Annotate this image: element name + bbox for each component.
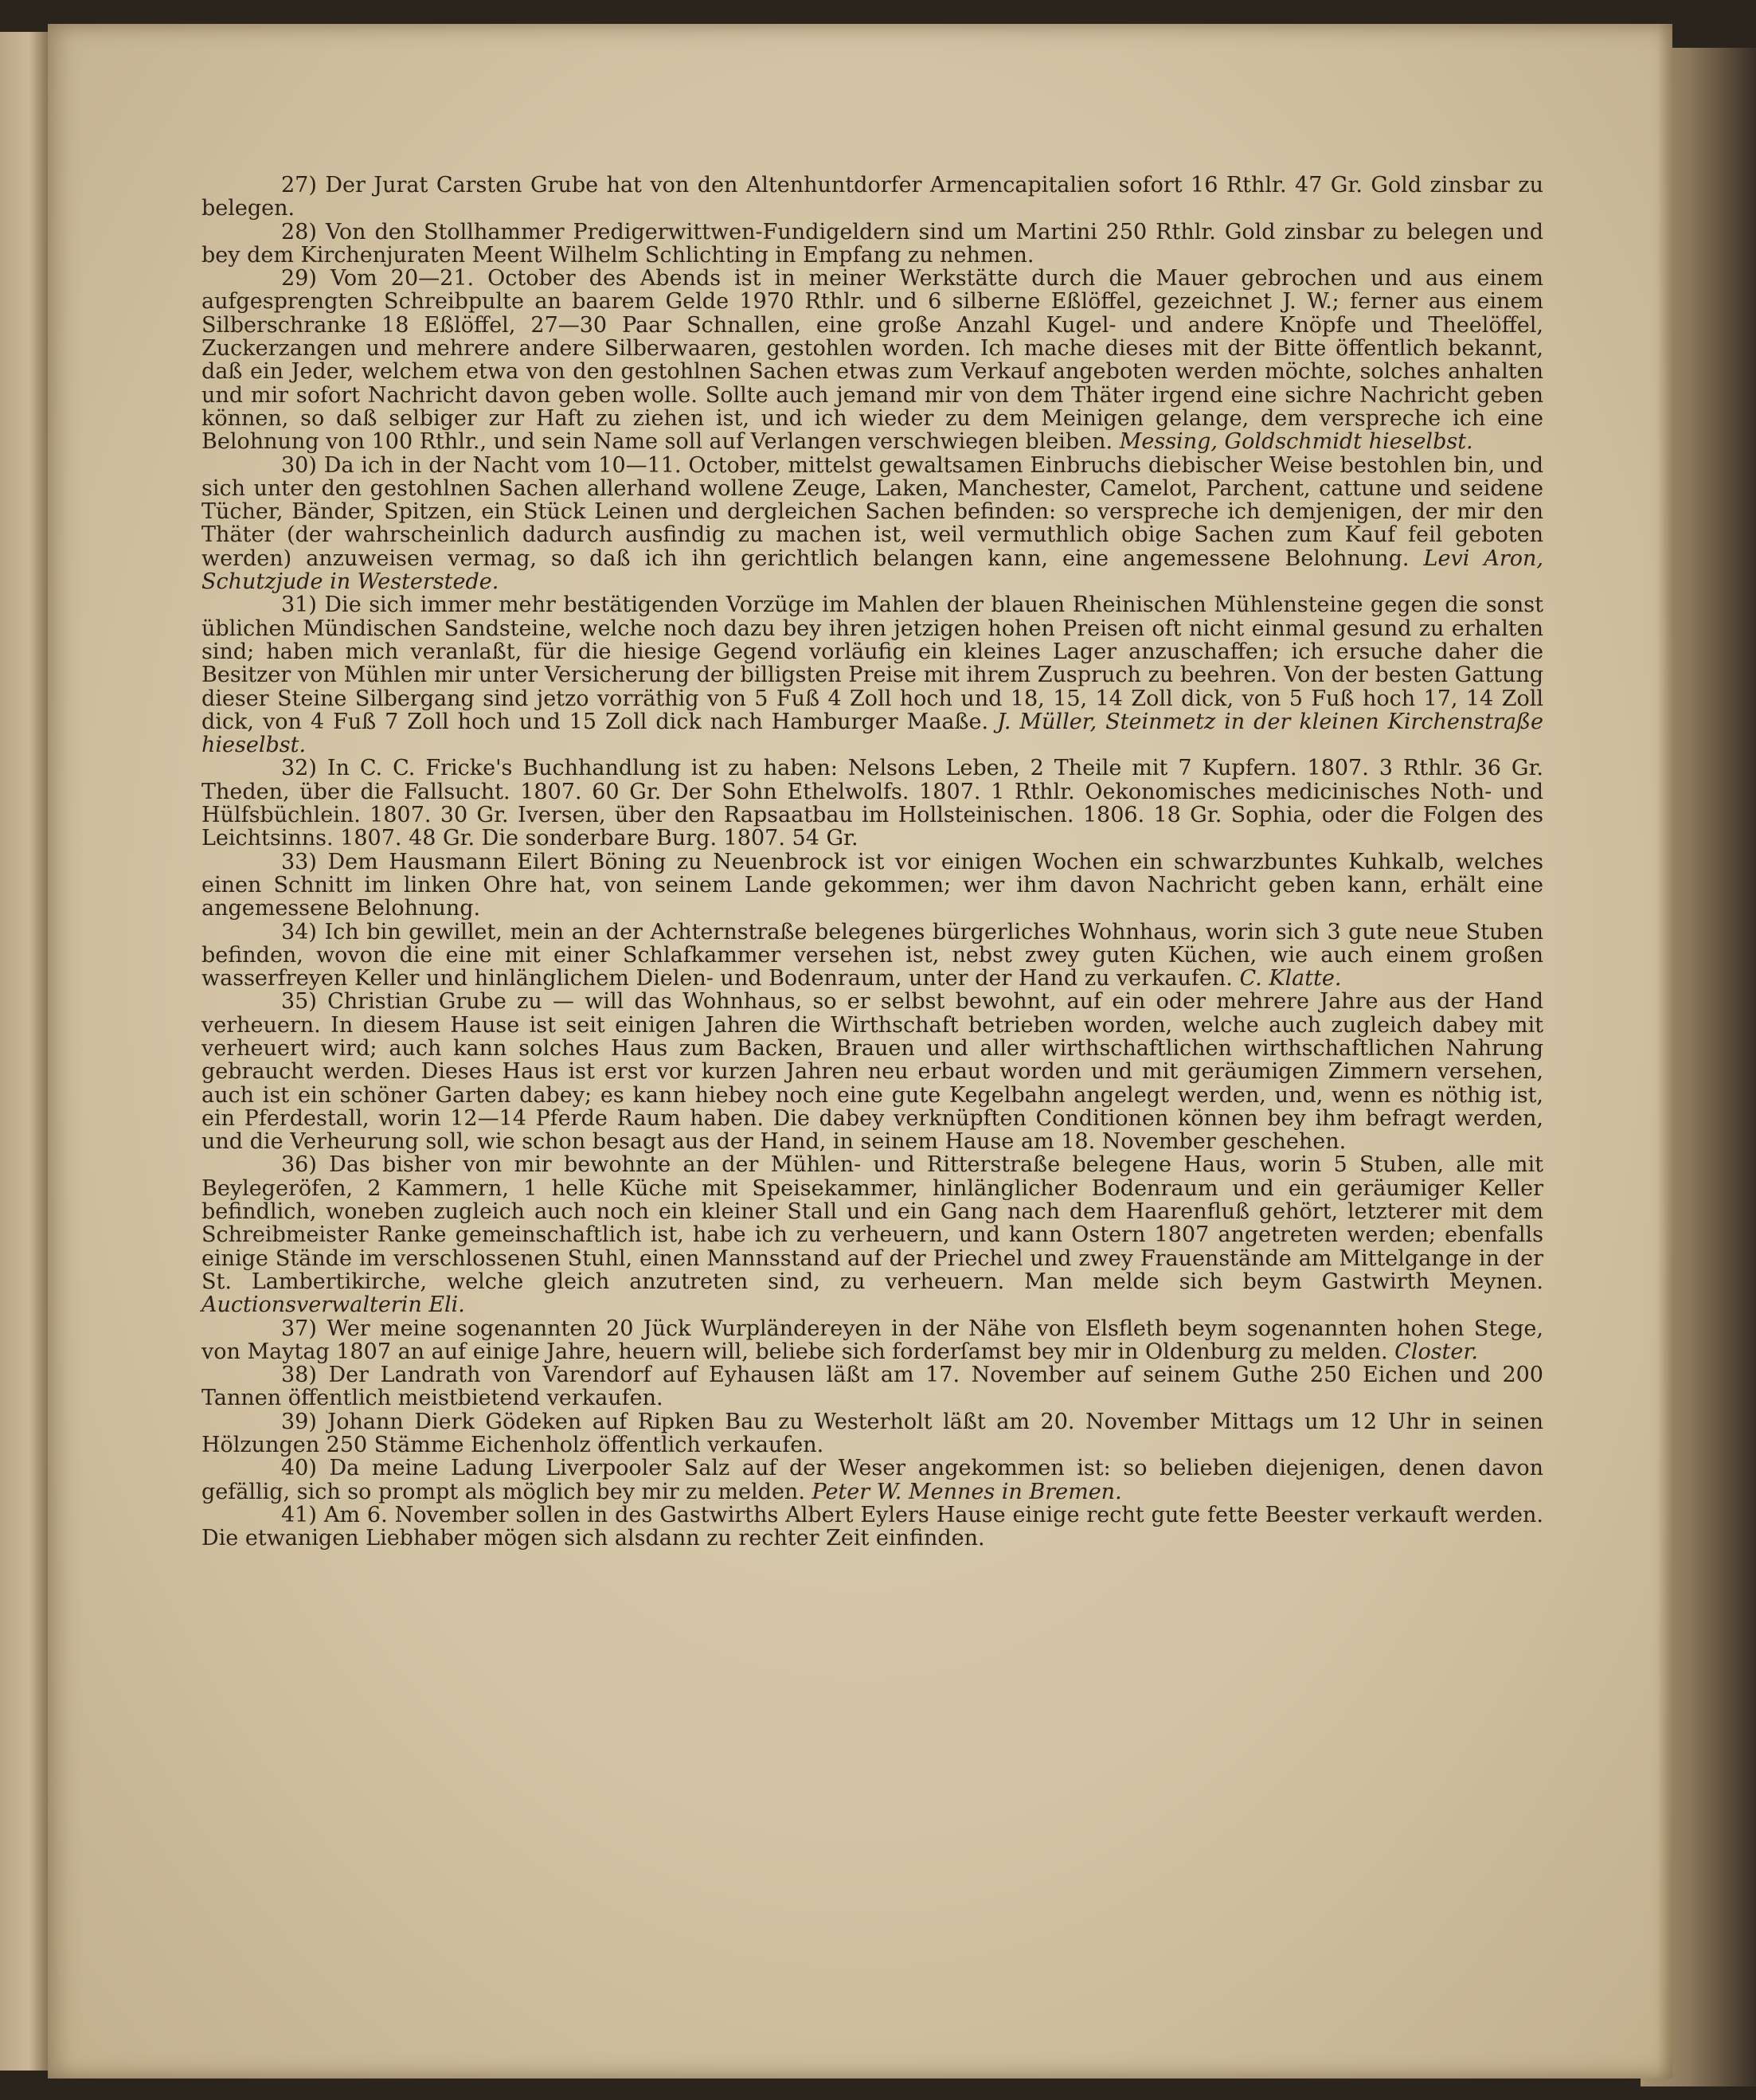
announcement-entry — [201, 267, 1543, 453]
announcement-text: 31) Die sich immer mehr bestätigenden Vorzüge im Mahlen der blauen Rheinischen Mühlensteine gegen die sonst üblichen Mündischen Sandsteine, welche noch dazu bey ihren jetzigen hohen Preisen oft nicht einmal gesund zu erhalten sind; haben mich veranlaßt, für die hiesige Gegend vorläufig ein kleines Lager anzuschaffen; ich ersuche daher die Besitzer von Mühlen mir unter Versicherung der billigsten Preise mit ihrem Zuspruch zu beehren. Von der besten Gattung dieser Steine Silbergang sind jetzo vorräthig von 5 Fuß 4 Zoll hoch und 18, 15, 14 Zoll dick, von 5 Fuß hoch 17, 14 Zoll dick, von 4 Fuß 7 Zoll hoch und 15 Zoll dick nach Hamburger Maaße. — [201, 592, 1543, 734]
announcement-signature: C. Klatte. — [1239, 966, 1342, 991]
announcement-entry — [201, 921, 1543, 991]
announcement-entry — [201, 1504, 1543, 1551]
announcement-text: 28) Von den Stollhammer Predigerwittwen-Fundigeldern sind um Martini 250 Rthlr. Gold zinsbar zu belegen und bey dem Kirchenjuraten Meent Wilhelm Schlichting in Empfang zu nehmen. — [201, 219, 1543, 268]
announcement-entry — [201, 593, 1543, 757]
announcement-text: 33) Dem Hausmann Eilert Böning zu Neuenbrock ist vor einigen Wochen ein schwarzbuntes Kuhkalb, welches einen Schnitt im linken Ohre hat, von seinem Lande gekommen; wer ihm davon Nachricht geben kann, erhält eine angemessene Belohnung. — [201, 849, 1543, 921]
announcement-signature: Closter. — [1394, 1339, 1478, 1364]
announcement-entry — [201, 221, 1543, 268]
announcement-entry — [201, 1317, 1543, 1364]
announcement-signature: Levi Aron, Schutzjude in Westerstede. — [201, 546, 1543, 595]
adjacent-page-edge — [0, 32, 48, 2071]
announcement-signature: Auctionsverwalterin Eli. — [201, 1292, 465, 1318]
announcement-entry — [201, 990, 1543, 1153]
announcement-text: 41) Am 6. November sollen in des Gastwirths Albert Eylers Hause einige recht gute fette Beester verkauft werden. Die etwanigen Liebhaber mögen sich alsdann zu rechter Zeit einfinden. — [201, 1502, 1543, 1551]
announcement-entry — [201, 1363, 1543, 1410]
announcement-text: 35) Christian Grube zu — will das Wohnhaus, so er selbst bewohnt, auf ein oder mehrere Jahre aus der Hand verheuern. In diesem Hause ist seit einigen Jahren die Wirthschaft betrieben worden, welche auch zugleich dabey mit verheuert wird; auch kann solches Haus zum Backen, Brauen und aller wirthschaftlichen wirthschaftlichen Nahrung gebraucht werden. Dieses Haus ist erst vor kurzen Jahren neu erbaut worden und mit geräumigen Zimmern versehen, auch ist ein schöner Garten dabey; es kann hiebey noch eine gute Kegelbahn angelegt werden, und, wenn es nöthig ist, ein Pferdestall, worin 12—14 Pferde Raum haben. Die dabey verknüpften Conditionen können bey ihm befragt werden, und die Verheurung soll, wie schon besagt aus der Hand, in seinem Hause am 18. November geschehen. — [201, 989, 1543, 1155]
announcement-signature: Peter W. Mennes in Bremen. — [812, 1479, 1122, 1504]
announcement-text: 40) Da meine Ladung Liverpooler Salz auf der Weser angekommen ist: so belieben diejenigen, denen davon gefällig, sich so prompt als möglich bey mir zu melden. — [201, 1456, 1543, 1504]
announcement-entry — [201, 1410, 1543, 1457]
announcement-text: 32) In C. C. Fricke's Buchhandlung ist zu haben: Nelsons Leben, 2 Theile mit 7 Kupfern. 1807. 3 Rthlr. 36 Gr. Theden, über die Fallsucht. 1807. 60 Gr. Der Sohn Ethelwolfs. 1807. 1 Rthlr. Oekonomisches medicinisches Noth- und Hülfsbüchlein. 1807. 30 Gr. Iversen, über den Rapsaatbau im Hollsteinischen. 1806. 18 Gr. Sophia, oder die Folgen des Leichtsinns. 1807. 48 Gr. Die sonderbare Burg. 1807. 54 Gr. — [201, 756, 1543, 851]
announcement-text: 29) Vom 20—21. October des Abends ist in meiner Werkstätte durch die Mauer gebrochen und aus einem aufgesprengten Schreibpulte an baarem Gelde 1970 Rthlr. und 6 silberne Eßlöffel, gezeichnet J. W.; ferner aus einem Silberschranke 18 Eßlöffel, 27—30 Paar Schnallen, eine große Anzahl Kugel- und andere Knöpfe und Theelöffel, Zuckerzangen und mehrere andere Silberwaaren, gestohlen worden. Ich mache dieses mit der Bitte öffentlich bekannt, daß ein Jeder, welchem etwa von den gestohlnen Sachen etwas zum Verkauf angeboten werden möchte, solches anhalten und mir sofort Nachricht davon geben wolle. Sollte auch jemand mir von dem Thäter irgend eine sichre Nachricht geben können, so daß selbiger zur Haft zu ziehen ist, und ich wieder zu dem Meinigen gelange, dem verspreche ich eine Belohnung von 100 Rthlr., und sein Name soll auf Verlangen verschwiegen bleiben. — [201, 266, 1543, 455]
announcement-text: 39) Johann Dierk Gödeken auf Ripken Bau zu Westerholt läßt am 20. November Mittags um 12 Uhr in seinen Hölzungen 250 Stämme Eichenholz öffentlich verkaufen. — [201, 1409, 1543, 1458]
announcement-text: 27) Der Jurat Carsten Grube hat von den Altenhuntdorfer Armencapitalien sofort 16 Rthlr. 47 Gr. Gold zinsbar zu belegen. — [201, 173, 1543, 221]
announcement-signature: J. Müller, Steinmetz in der kleinen Kirchenstraße hieselbst. — [201, 709, 1543, 758]
announcements-column — [201, 174, 1543, 1551]
announcement-entry — [201, 1457, 1543, 1504]
page-right-edge — [1658, 24, 1672, 2078]
announcement-text: 30) Da ich in der Nacht vom 10—11. October, mittelst gewaltsamen Einbruchs diebischer Weise bestohlen bin, und sich unter den gestohlnen Sachen allerhand wollene Zeuge, Laken, Manchester, Camelot, Parchent, cattune und seidene Tücher, Bänder, Spitzen, ein Stück Leinen und dergleichen Sachen befinden: so verspreche ich demjenigen, der mir den Thäter (der wahrscheinlich dadurch ausfindig zu machen ist, weil vermuthlich obige Sachen zum Kauf feil geboten werden) anzuweisen vermag, so daß ich ihn gerichtlich belangen kann, eine angemessene Belohnung. — [201, 452, 1543, 571]
announcement-entry — [201, 1153, 1543, 1316]
announcement-entry — [201, 757, 1543, 850]
announcement-text: 36) Das bisher von mir bewohnte an der Mühlen- und Ritterstraße belegene Haus, worin 5 Stuben, alle mit Beylegeröfen, 2 Kammern, 1 helle Küche mit Speisekammer, hinlänglicher Bodenraum und ein geräumiger Keller befindlich, woneben zugleich auch noch ein kleiner Stall und ein Gang nach dem Haarenfluß gehört, letzterer mit dem Schreibmeister Ranke gemeinschaftlich ist, habe ich zu verheuern, und kann Ostern 1807 angetreten werden; ebenfalls einige Stände im verschlossenen Stuhl, einen Mannsstand auf der Priechel und zwey Frauenstände am Mittelgange in der St. Lambertikirche, welche gleich anzutreten sind, zu verheuern. Man melde sich beym Gastwirth Meynen. — [201, 1152, 1543, 1294]
announcement-signature: Messing, Goldschmidt hieselbst. — [1119, 429, 1473, 455]
announcement-text: 38) Der Landrath von Varendorf auf Eyhausen läßt am 17. November auf seinem Guthe 250 Eichen und 200 Tannen öffentlich meistbietend verkaufen. — [201, 1363, 1543, 1411]
announcement-entry — [201, 851, 1543, 921]
document-page — [48, 24, 1672, 2078]
announcement-text: 34) Ich bin gewillet, mein an der Achternstraße belegenes bürgerliches Wohnhaus, worin sich 3 gute neue Stuben befinden, wovon die eine mit einer Schlafkammer versehen ist, nebst zwey guten Küchen, wie auch einem großen wasserfreyen Keller und hinlänglichem Dielen- und Bodenraum, unter der Hand zu verkaufen. — [201, 919, 1543, 991]
announcement-entry — [201, 174, 1543, 221]
announcement-text: 37) Wer meine sogenannten 20 Jück Wurpländereyen in der Nähe von Elsfleth beym sogenannten hohen Stege, von Maytag 1807 an auf einige Jahre, heuern will, beliebe sich forderſamst bey mir in Oldenburg zu melden. — [201, 1316, 1543, 1364]
announcement-entry — [201, 454, 1543, 594]
